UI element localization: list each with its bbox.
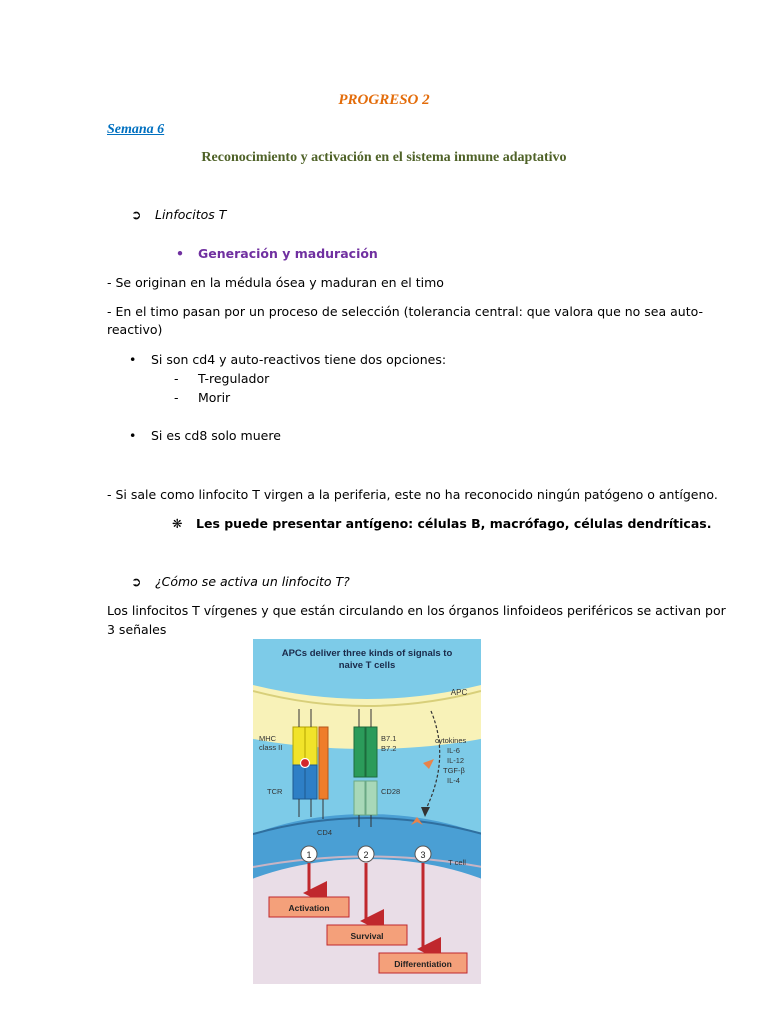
bullet-cd8 bbox=[129, 427, 281, 445]
document-title: PROGRESO 2 bbox=[338, 92, 430, 108]
cytokine-il12: IL-12 bbox=[447, 756, 465, 765]
tcr-alpha bbox=[293, 765, 305, 799]
header-line1: APCs deliver three kinds of signals to bbox=[281, 648, 453, 659]
sub-item-text: Morir bbox=[198, 390, 231, 405]
cd28-molecule-left bbox=[354, 781, 365, 815]
activation-label: Activation bbox=[288, 903, 330, 913]
week-heading: Semana 6 bbox=[107, 122, 165, 137]
star-bullet-icon: ❋ bbox=[172, 516, 183, 531]
sub-item-morir bbox=[174, 389, 230, 407]
dash-marker: - bbox=[174, 390, 179, 405]
cd28-label: CD28 bbox=[381, 787, 401, 796]
star-item-text: Les puede presentar antígeno: células B, macrófago, células dendríticas. bbox=[196, 516, 712, 531]
signal-3-number: 3 bbox=[420, 850, 426, 860]
paragraph-origin: - Se originan en la médula ósea y maduran en el timo bbox=[107, 275, 444, 290]
bullet-cd4-text: Si son cd4 y auto-reactivos tiene dos opciones: bbox=[151, 352, 447, 367]
section-heading-text: ¿Cómo se activa un linfocito T? bbox=[155, 574, 350, 589]
document-subtitle: Reconocimiento y activación en el sistema inmune adaptativo bbox=[201, 150, 567, 165]
arrow-bullet-icon: ➲ bbox=[131, 574, 142, 589]
survival-label: Survival bbox=[350, 931, 384, 941]
sub-heading-generacion bbox=[176, 246, 378, 261]
sub-item-t-regulador bbox=[174, 370, 269, 388]
bullet-icon: • bbox=[176, 246, 184, 261]
paragraph-senales-line2: 3 señales bbox=[107, 622, 167, 637]
cytokine-tgfb: TGF-β bbox=[443, 766, 465, 775]
paragraph-selection-line2: reactivo) bbox=[107, 322, 163, 337]
differentiation-label: Differentiation bbox=[394, 959, 452, 969]
cytokine-label: cytokines bbox=[435, 736, 467, 745]
bullet-cd4 bbox=[129, 351, 446, 369]
section-linfocitos-heading bbox=[131, 207, 226, 222]
tcr-label: TCR bbox=[267, 787, 283, 796]
mhc-class-label: class II bbox=[259, 743, 283, 752]
peptide-icon bbox=[301, 759, 310, 768]
section-heading-text: Linfocitos T bbox=[155, 207, 227, 222]
arrow-bullet-icon: ➲ bbox=[131, 207, 142, 222]
header-line2: naive T cells bbox=[338, 660, 396, 671]
b71-label: B7.1 bbox=[381, 734, 397, 743]
cd4-label: CD4 bbox=[317, 828, 333, 837]
paragraph-selection-line1: - En el timo pasan por un proceso de selección (tolerancia central: que valora que no sea auto- bbox=[107, 304, 704, 319]
signal-2-number: 2 bbox=[363, 850, 369, 860]
section-activacion-heading bbox=[131, 574, 350, 589]
t-cell-label: T cell bbox=[448, 858, 466, 867]
bullet-icon: • bbox=[129, 352, 137, 367]
cytokine-il6: IL-6 bbox=[447, 746, 460, 755]
bullet-icon: • bbox=[129, 428, 137, 443]
signals-diagram-svg bbox=[253, 639, 481, 984]
apc-label: APC bbox=[450, 688, 468, 697]
sub-item-text: T-regulador bbox=[198, 371, 270, 386]
b72-label: B7.2 bbox=[381, 744, 397, 753]
sub-heading-text: Generación y maduración bbox=[198, 246, 378, 261]
bullet-cd8-text: Si es cd8 solo muere bbox=[151, 428, 281, 443]
cytokine-il4: IL-4 bbox=[447, 776, 460, 785]
cd28-molecule-right bbox=[366, 781, 377, 815]
b7-molecule-right bbox=[366, 727, 377, 777]
b7-molecule-left bbox=[354, 727, 365, 777]
tcr-beta bbox=[305, 765, 317, 799]
star-item-antigeno bbox=[172, 515, 711, 533]
paragraph-virgen: - Si sale como linfocito T virgen a la periferia, este no ha reconocido ningún patógeno o antígeno. bbox=[107, 487, 718, 502]
signals-diagram bbox=[253, 639, 481, 984]
mhc-label: MHC bbox=[259, 734, 277, 743]
signal-1-number: 1 bbox=[306, 850, 312, 860]
paragraph-senales-line1: Los linfocitos T vírgenes y que están circulando en los órganos linfoideos periféricos se activan por bbox=[107, 603, 726, 618]
cd4-molecule bbox=[319, 727, 328, 799]
dash-marker: - bbox=[174, 371, 179, 386]
